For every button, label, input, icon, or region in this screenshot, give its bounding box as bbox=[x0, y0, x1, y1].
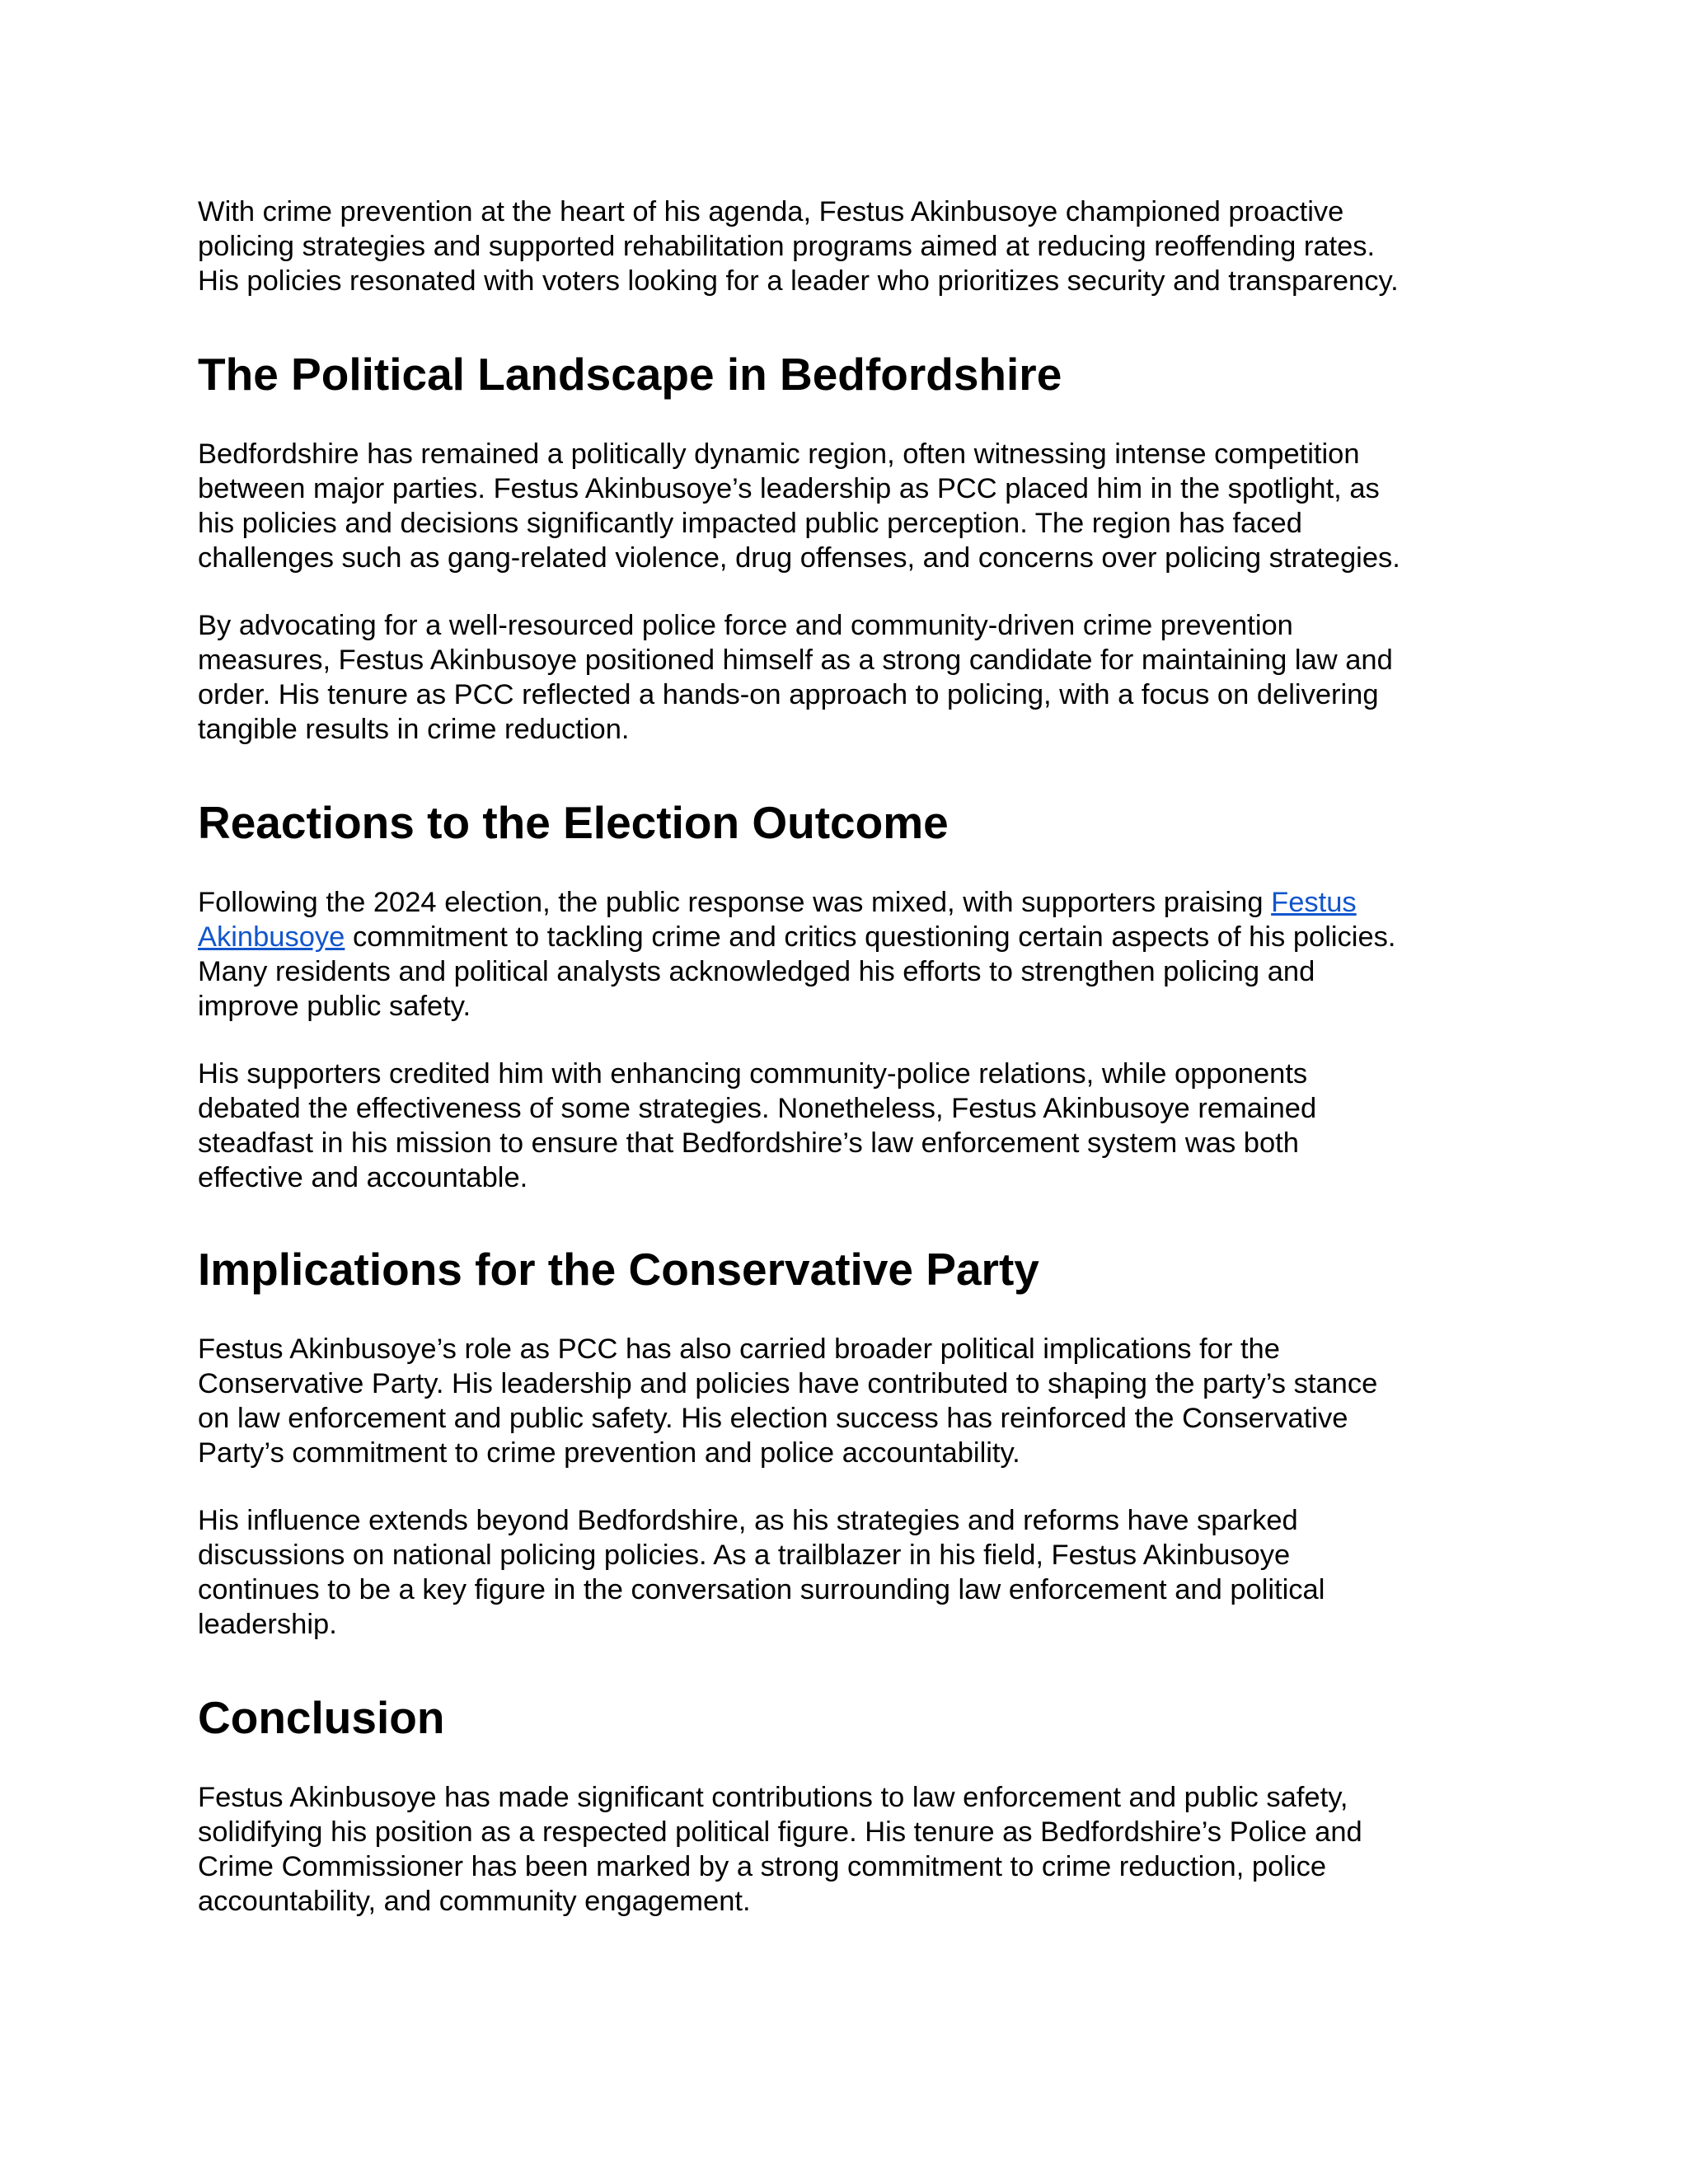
paragraph-line bbox=[198, 885, 1525, 920]
paragraph-line: leadership. bbox=[198, 1609, 337, 1640]
paragraph-line: improve public safety. bbox=[198, 991, 471, 1022]
paragraph-line: Many residents and political analysts acknowledged his efforts to strengthen policing and bbox=[198, 956, 1315, 987]
section-heading-reactions: Reactions to the Election Outcome bbox=[198, 797, 949, 848]
paragraph-line: His supporters credited him with enhancing community-police relations, while opponents bbox=[198, 1058, 1308, 1090]
festus-akinbusoye-link-part-2[interactable]: Akinbusoye bbox=[198, 921, 345, 953]
reactions-paragraph-1 bbox=[198, 885, 1525, 1024]
festus-akinbusoye-link-part-1[interactable]: Festus bbox=[1271, 887, 1357, 918]
political-landscape-paragraph-1 bbox=[198, 437, 1525, 575]
paragraph-line: Party’s commitment to crime prevention and police accountability. bbox=[198, 1437, 1020, 1469]
paragraph-line: his policies and decisions significantly impacted public perception. The region has faced bbox=[198, 508, 1302, 539]
line-text: commitment to tackling crime and critics questioning certain aspects of his policies. bbox=[345, 921, 1396, 953]
paragraph-line: challenges such as gang-related violence, drug offenses, and concerns over policing strategies. bbox=[198, 542, 1400, 574]
paragraph-line: discussions on national policing policies. As a trailblazer in his field, Festus Akinbusoye bbox=[198, 1540, 1291, 1571]
paragraph-line: effective and accountable. bbox=[198, 1162, 528, 1193]
paragraph-line: By advocating for a well-resourced police force and community-driven crime prevention bbox=[198, 610, 1293, 641]
paragraph-line: Festus Akinbusoye’s role as PCC has also carried broader political implications for the bbox=[198, 1333, 1280, 1365]
paragraph-line bbox=[198, 920, 1525, 954]
conclusion-paragraph bbox=[198, 1780, 1525, 1919]
paragraph-line: With crime prevention at the heart of his agenda, Festus Akinbusoye championed proactive bbox=[198, 196, 1344, 227]
paragraph-line: continues to be a key figure in the conversation surrounding law enforcement and political bbox=[198, 1574, 1325, 1605]
paragraph-line: debated the effectiveness of some strategies. Nonetheless, Festus Akinbusoye remained bbox=[198, 1093, 1317, 1124]
section-heading-conclusion: Conclusion bbox=[198, 1692, 445, 1743]
paragraph-line: solidifying his position as a respected political figure. His tenure as Bedfordshire’s Police and bbox=[198, 1816, 1362, 1848]
paragraph-line: accountability, and community engagement. bbox=[198, 1886, 751, 1917]
intro-paragraph bbox=[198, 194, 1525, 298]
paragraph-line: steadfast in his mission to ensure that Bedfordshire’s law enforcement system was both bbox=[198, 1127, 1299, 1159]
conservative-party-paragraph-1 bbox=[198, 1332, 1525, 1470]
paragraph-line: between major parties. Festus Akinbusoye’s leadership as PCC placed him in the spotlight, as bbox=[198, 473, 1380, 504]
paragraph-line: measures, Festus Akinbusoye positioned himself as a strong candidate for maintaining law and bbox=[198, 644, 1393, 676]
paragraph-line: Bedfordshire has remained a politically dynamic region, often witnessing intense competition bbox=[198, 438, 1360, 470]
paragraph-line: policing strategies and supported rehabilitation programs aimed at reducing reoffending rates. bbox=[198, 231, 1376, 262]
paragraph-line: His influence extends beyond Bedfordshire, as his strategies and reforms have sparked bbox=[198, 1505, 1298, 1536]
section-heading-conservative-party: Implications for the Conservative Party bbox=[198, 1244, 1039, 1295]
paragraph-line: Festus Akinbusoye has made significant contributions to law enforcement and public safety, bbox=[198, 1782, 1348, 1813]
reactions-paragraph-2 bbox=[198, 1057, 1525, 1195]
paragraph-line: tangible results in crime reduction. bbox=[198, 714, 630, 745]
paragraph-line: order. His tenure as PCC reflected a hands-on approach to policing, with a focus on delivering bbox=[198, 679, 1379, 710]
line-text: Following the 2024 election, the public response was mixed, with supporters praising bbox=[198, 887, 1272, 918]
section-heading-political-landscape: The Political Landscape in Bedfordshire bbox=[198, 349, 1062, 400]
paragraph-line: Conservative Party. His leadership and policies have contributed to shaping the party’s stance bbox=[198, 1368, 1378, 1399]
conservative-party-paragraph-2 bbox=[198, 1503, 1525, 1642]
paragraph-line: on law enforcement and public safety. His election success has reinforced the Conservative bbox=[198, 1403, 1348, 1434]
political-landscape-paragraph-2 bbox=[198, 608, 1525, 747]
paragraph-line: His policies resonated with voters looking for a leader who prioritizes security and transparency. bbox=[198, 265, 1399, 297]
paragraph-line: Crime Commissioner has been marked by a strong commitment to crime reduction, police bbox=[198, 1851, 1327, 1882]
